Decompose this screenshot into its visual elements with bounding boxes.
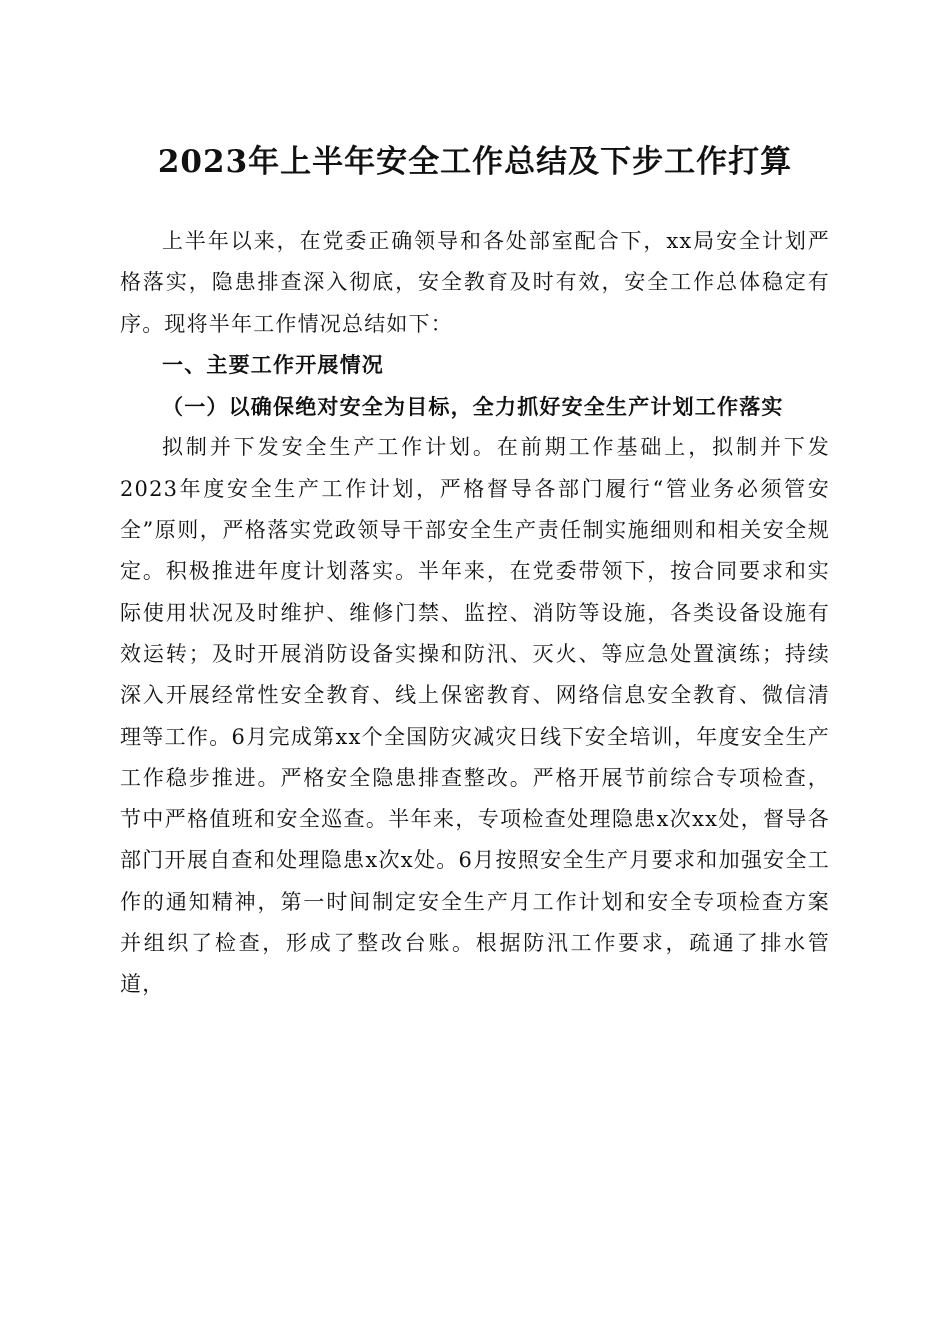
body-paragraph-safety-plan: 拟制并下发安全生产工作计划。在前期工作基础上，拟制并下发2023年度安全生产工作计划，严格督导各部门履行“管业务必须管安全”原则，严格落实党政领导干部安全生产责任制实施细则和相关安全规定。积极推进年度计划落实。半年来，在党委带领下，按合同要求和实际使用状况及时维护、维修门禁、监控、消防等设施，各类设备设施有效运转；及时开展消防设备实操和防汛、灭火、等应急处置演练；持续深入开展经常性安全教育、线上保密教育、网络信息安全教育、微信清理等工作。6月完成第xx个全国防灾减灾日线下安全培训，年度安全生产工作稳步推进。严格安全隐患排查整改。严格开展节前综合专项检查，节中严格值班和安全巡查。半年来，专项检查处理隐患x次xx处，督导各部门开展自查和处理隐患x次x处。6月按照安全生产月要求和加强安全工作的通知精神，第一时间制定安全生产月工作计划和安全专项检查方案并组织了检查，形成了整改台账。根据防汛工作要求，疏通了排水管道， bbox=[120, 435, 830, 997]
document-title: 2023年上半年安全工作总结及下步工作打算 bbox=[157, 144, 793, 180]
intro-paragraph: 上半年以来，在党委正确领导和各处部室配合下，xx局安全计划严格落实，隐患排查深入彻底，安全教育及时有效，安全工作总体稳定有序。现将半年工作情况总结如下： bbox=[120, 229, 830, 336]
section-heading-main-work: 一、主要工作开展情况 bbox=[162, 352, 384, 377]
subsection-heading-safety-plan: （一）以确保绝对安全为目标，全力抓好安全生产计划工作落实 bbox=[162, 394, 784, 420]
document-body bbox=[120, 221, 830, 1006]
